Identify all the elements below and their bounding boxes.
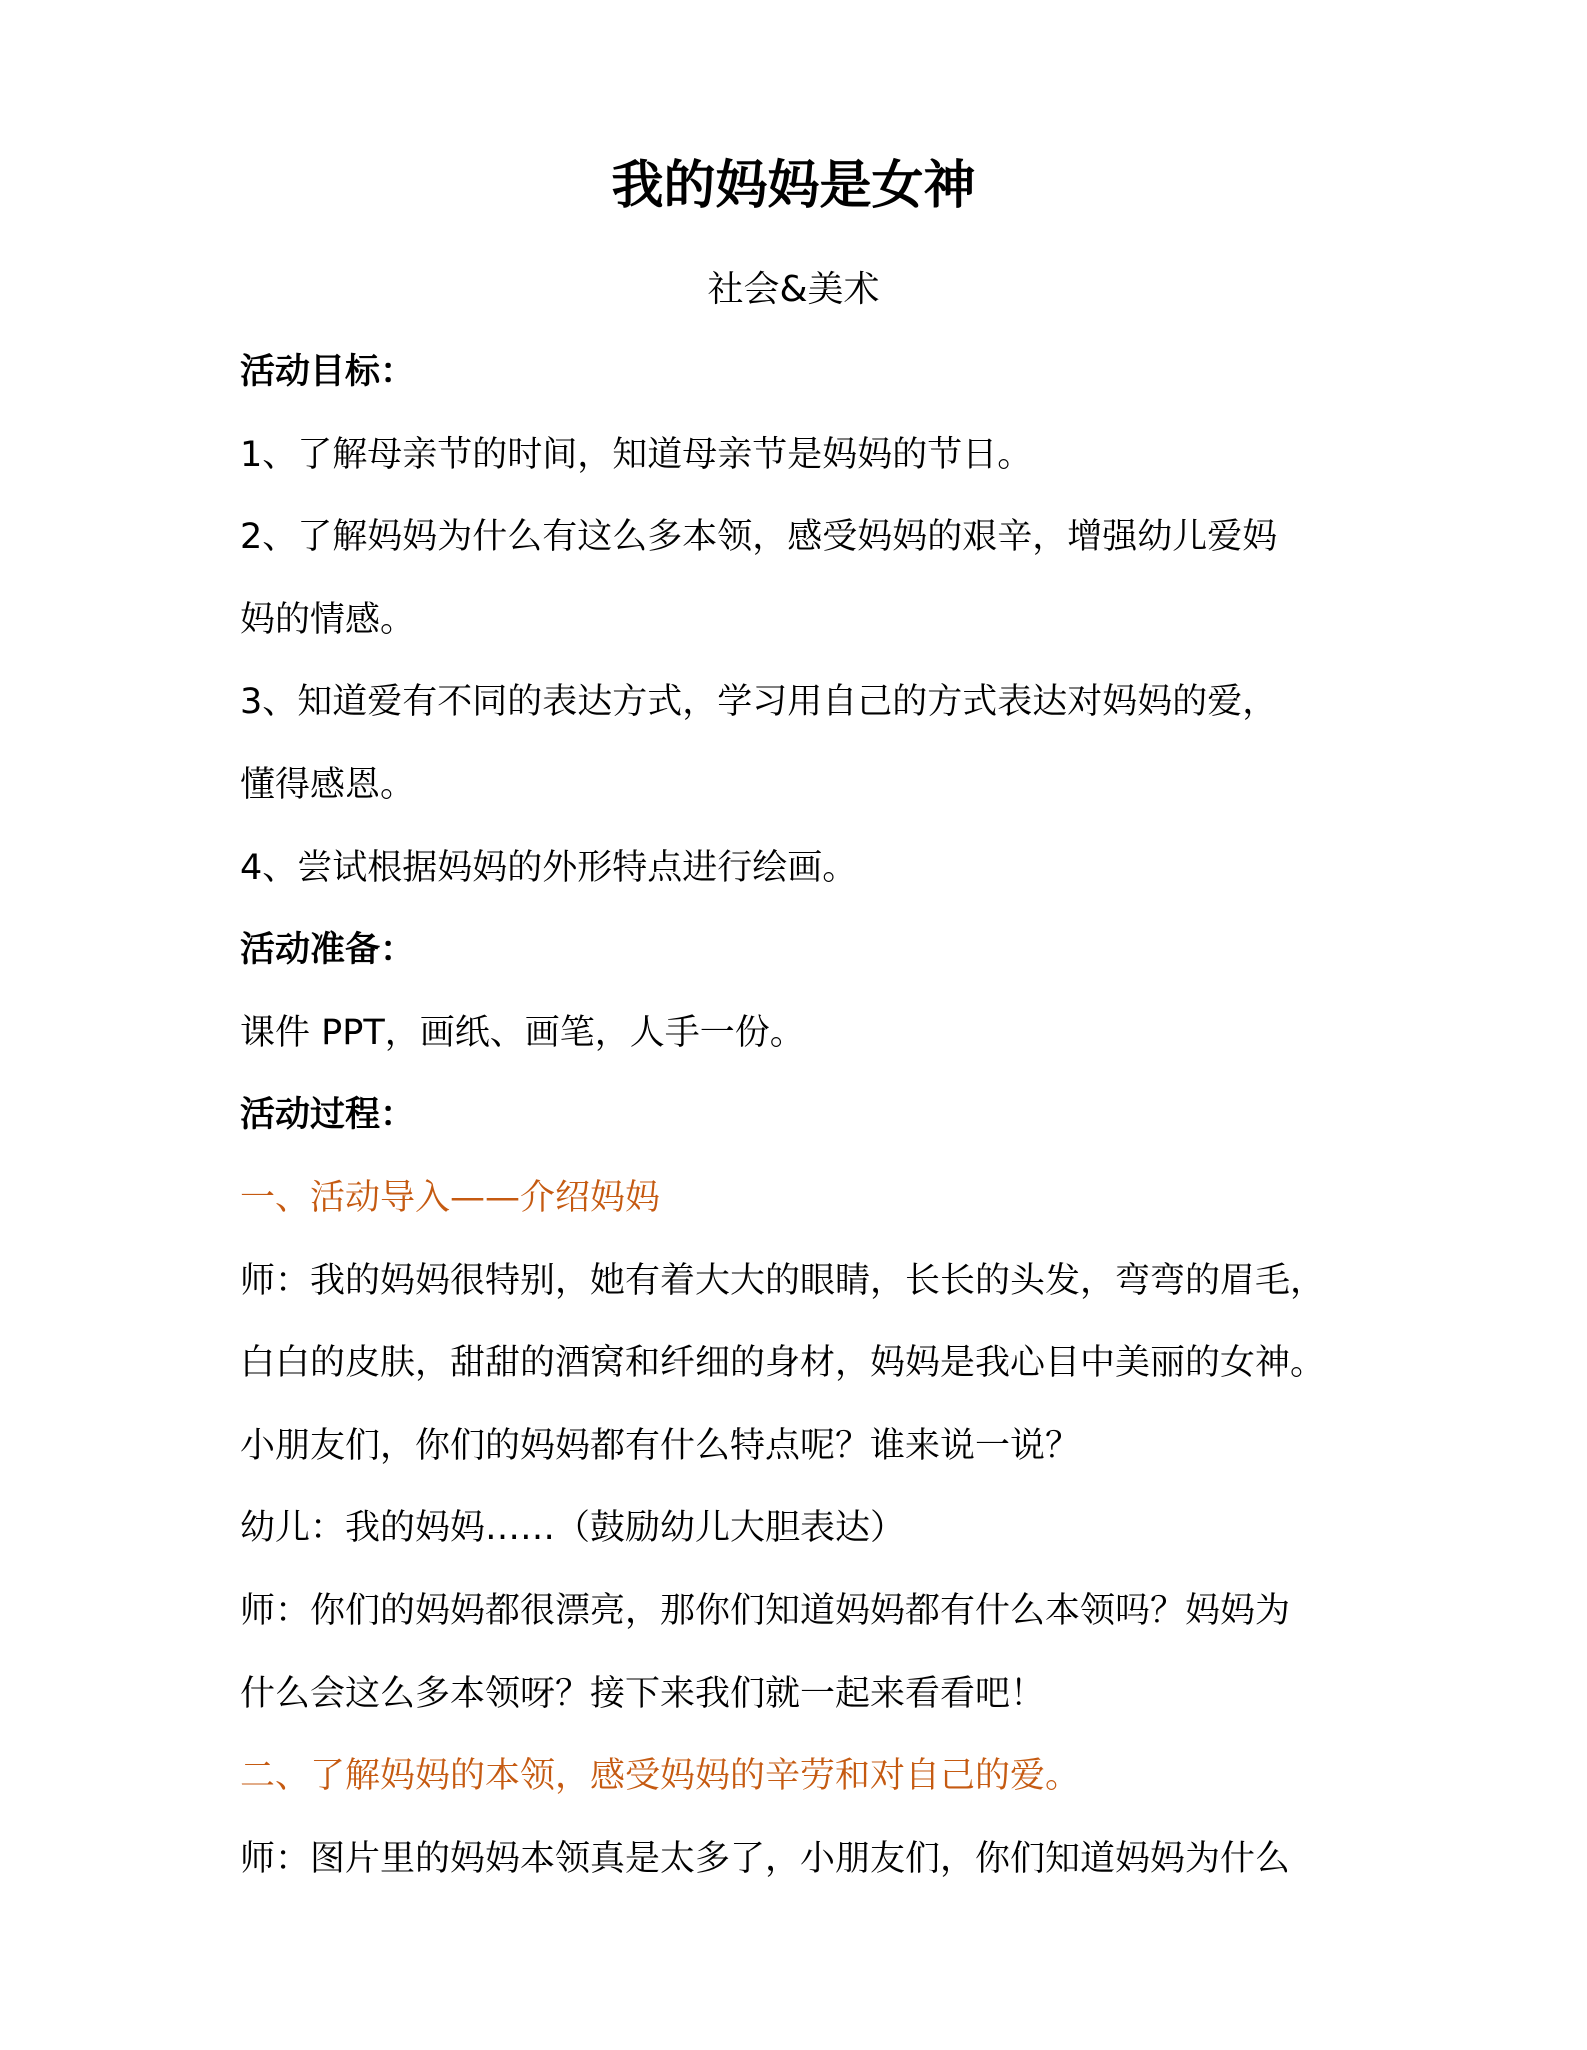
- paragraph-line: 师：我的妈妈很特别，她有着大大的眼睛，长长的头发，弯弯的眉毛，: [240, 1260, 1326, 1301]
- document-body: [240, 348, 1350, 1917]
- heading-goals: 活动目标：: [240, 352, 416, 392]
- document-title: 我的妈妈是女神: [611, 156, 976, 216]
- goal-3: 3、知道爱有不同的表达方式，学习用自己的方式表达对妈妈的爱，: [240, 682, 1278, 723]
- goal-2-cont: 妈的情感。: [240, 599, 416, 640]
- section-1-title: 一、活动导入——介绍妈妈: [240, 1177, 661, 1218]
- goal-2: 2、了解妈妈为什么有这么多本领，感受妈妈的艰辛，增强幼儿爱妈: [240, 517, 1278, 558]
- section-2-title: 二、了解妈妈的本领，感受妈妈的辛劳和对自己的爱。: [240, 1756, 1081, 1797]
- paragraph-line: 师：你们的妈妈都很漂亮，那你们知道妈妈都有什么本领吗？妈妈为: [240, 1590, 1291, 1631]
- document-subtitle: 社会&美术: [707, 269, 880, 310]
- goal-3-cont: 懂得感恩。: [240, 764, 416, 805]
- paragraph-line: 小朋友们，你们的妈妈都有什么特点呢？谁来说一说？: [240, 1425, 1081, 1466]
- paragraph-line: 白白的皮肤，甜甜的酒窝和纤细的身材，妈妈是我心目中美丽的女神。: [240, 1343, 1326, 1384]
- goal-1: 1、了解母亲节的时间，知道母亲节是妈妈的节日。: [240, 434, 1033, 475]
- heading-process: 活动过程：: [240, 1095, 416, 1136]
- paragraph-line: 幼儿：我的妈妈……（鼓励幼儿大胆表达）: [240, 1508, 906, 1549]
- goal-4: 4、尝试根据妈妈的外形特点进行绘画。: [240, 847, 858, 888]
- heading-preparation: 活动准备：: [240, 930, 416, 971]
- preparation-text: 课件 PPT，画纸、画笔，人手一份。: [240, 1012, 805, 1053]
- paragraph-line: 师：图片里的妈妈本领真是太多了，小朋友们，你们知道妈妈为什么: [240, 1838, 1291, 1879]
- paragraph-line: 什么会这么多本领呀？接下来我们就一起来看看吧！: [240, 1673, 1046, 1714]
